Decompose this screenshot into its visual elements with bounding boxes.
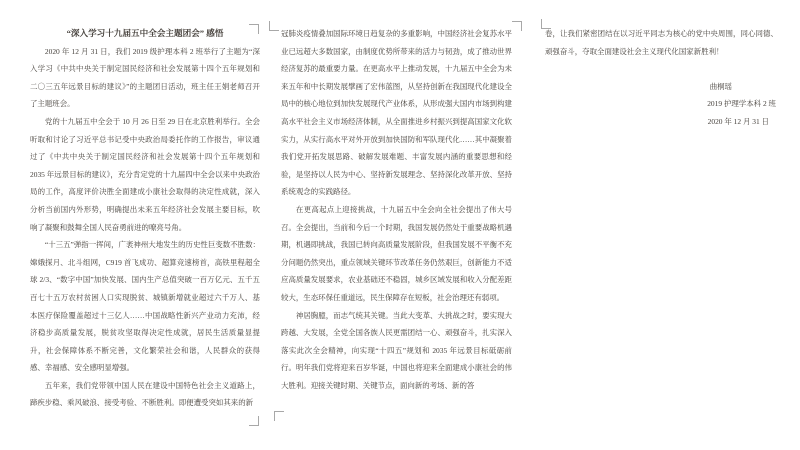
paragraph: 五年来，我们党带领中国人民在建设中国特色社会主义道路上，蹄疾步稳、乘风破浪、接受考验、不断胜利。即便遭受突如其来的新 — [30, 380, 260, 408]
paragraph: 党的十九届五中全会于 10 月 26 日至 29 日在北京胜利举行。全会听取和讨论了习近平总书记受中央政治局委托作的工作报告，审议通过了《中共中央关于制定国民经济和社会发展第十四个五年规划和 2035 年远景目标的建议》，充分肯定党的十九届四中全会以来中央政治局的工作，高度评价决胜全面建成小康社会取得的决定性成就，深入分析当前国内外形势，明确提出未来五年经济社会发展主要目标，吹响了凝聚和鼓舞全国人民奋勇前进的嘹亮号角。 — [30, 116, 260, 232]
signature-date: 2020 年 12 月 31 日 — [707, 116, 769, 126]
crop-mark — [512, 21, 522, 31]
paragraph: 在更高起点上迎接挑战，十九届五中全会向全社会提出了伟大号召。全会提出，当前和今后一个时期，我国发展仍然处于重要战略机遇期，机遇即挑战，我国已转向高质量发展阶段，但我国发展不平衡不充分问题仍然突出，重点领域关键环节改革任务仍然艰巨，创新能力不适应高质量发展要求，农业基础还不稳固，城乡区域发展和收入分配差距较大，生态环保任重道远，民生保障存在短板，社会治理还有弱项。 — [281, 204, 512, 302]
paragraph: 卷，让我们紧密团结在以习近平同志为核心的党中央周围，同心同德、顽强奋斗，夺取全面建设社会主义现代化国家新胜利！ — [545, 29, 778, 56]
paragraph: “十三五”弹指一挥间，广袤神州大地发生的历史性巨变数不胜数：嫦娥探月、北斗组网，C919 首飞成功、超算竞速榜首，高铁里程超全球 2/3、“数字中国”加快发展、国内生产总值突破一百万亿元、五千五百七十五万农村贫困人口实现脱贫、城镇新增就业超过六千万人、基本医疗保险覆盖超过十三亿人……中国战略性新兴产业动力充沛，经济稳步高质量发展，脱贫攻坚取得决定性成就，居民生活质量显提升，社会保障体系不断完善，文化繁荣社会和谐，人民群众的获得感、幸福感、安全感明显增强。 — [30, 240, 260, 373]
crop-mark — [249, 416, 259, 426]
crop-mark — [249, 24, 259, 34]
signature-class: 2019 护理学本科 2 班 — [707, 99, 776, 109]
crop-mark — [274, 411, 284, 421]
page-3 — [545, 25, 778, 131]
crop-mark — [269, 21, 279, 31]
signature-name: 曲桐瑶 — [709, 81, 732, 91]
page-2 — [281, 25, 512, 394]
paragraph: 神居胸臆，而志气统其关键。当此大变革、大挑战之时，要实现大跨越、大发展，全党全国各族人民更需团结一心、顽强奋斗，扎实深入落实此次全会精神，向实现“十四五”规划和 2035 年远景目标砥砺前行。明年我们党将迎来百岁华诞，中国也将迎来全面建成小康社会的伟大胜利。迎接关键时期、关键节点，面向新的考场、新的答 — [281, 310, 512, 390]
document-title: “深入学习十九届五中全会主题团会” 感悟 — [66, 28, 224, 38]
paragraph: 冠肺炎疫情叠加国际环境日趋复杂的多重影响，中国经济社会复苏水平业已远超大多数国家，由制度优势所带来的活力与韧劲，成了推动世界经济复苏的最重要力量。在更高水平上推动发展，十九届五中全会为未来五年和中长期发展擘画了宏伟蓝图，从坚持创新在我国现代化建设全局中的核心地位到加快发展现代产业体系，从形成强大国内市场到构建高水平社会主义市场经济体制，从全面推进乡村振兴到提高国家文化软实力，从实行高水平对外开放到加快国防和军队现代化……其中凝聚着我们党开拓发展思路、破解发展难题、丰富发展内涵的重要思想和经验，是坚持以人民为中心、坚持新发展理念、坚持深化改革开放、坚持系统观念的实践路径。 — [281, 29, 512, 197]
paragraph: 2020 年 12 月 31 日，我们 2019 级护理本科 2 班举行了主题为“深入学习《中共中央关于制定国民经济和社会发展第十四个五年规划和二〇三五年远景目标的建议》”的主题团日活动，班主任王娟老师召开了主题班会。 — [30, 46, 260, 109]
page-1 — [30, 25, 260, 412]
crop-mark — [541, 19, 551, 29]
